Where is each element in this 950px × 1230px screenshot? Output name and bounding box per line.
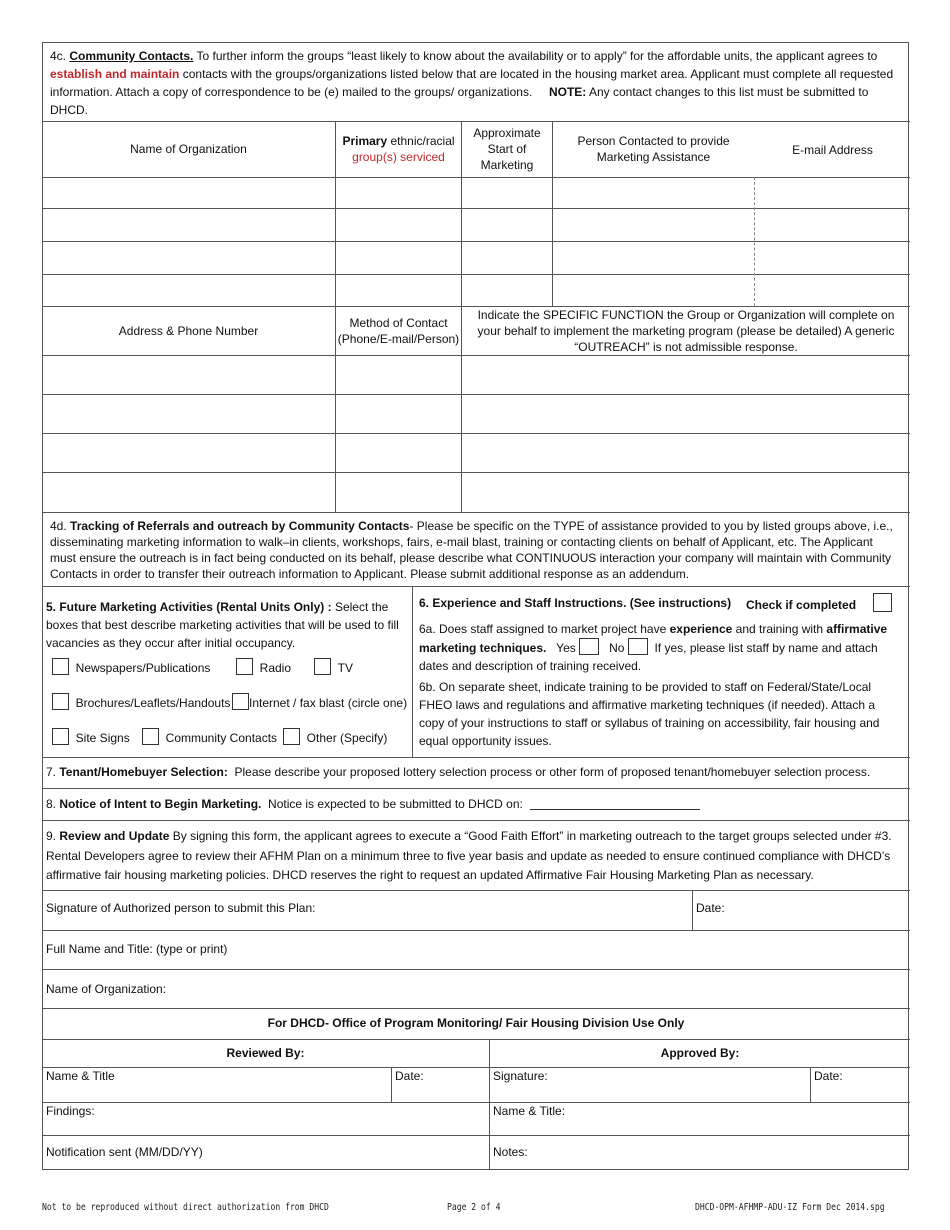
footer-left: Not to be reproduced without direct authorization from DHCD: [42, 1202, 329, 1213]
option-newspapers[interactable]: Newspapers/Publications: [52, 658, 210, 675]
footer-page-number: Page 2 of 4: [447, 1202, 501, 1213]
section-6-check[interactable]: Check if completed: [746, 593, 892, 612]
checkbox-site-signs[interactable]: [52, 728, 69, 745]
section-4c-title: Community Contacts.: [69, 49, 194, 63]
full-name-title-field[interactable]: Full Name and Title: (type or print): [46, 942, 228, 956]
reviewed-by-header: Reviewed By:: [226, 1046, 305, 1060]
notes-field[interactable]: Notes:: [493, 1145, 528, 1159]
section-6b: 6b. On separate sheet, indicate training to be provided to staff on Federal/State/Local FHEO laws and regulations and affirmative marketing techniques (if needed). Attach a copy of your instructions to staff or syllabus of training on accessibility, fair housing and equal opportunity issues.: [419, 680, 880, 748]
col-header-email: E-mail Address: [792, 143, 873, 157]
section-9: 9. Review and Update By signing this form, the applicant agrees to execute a “Good Faith Effort” in marketing outreach to the target groups selected under #3. Rental Developers agree to review their AFHM Plan on a minimum three to five year basis and update as needed to ensure continued compliance with DHCD’s affirmative fair housing marketing policies. DHCD reserves the right to request an updated Affirmative Fair Housing Marketing Plan as necessary.: [46, 829, 892, 882]
checkbox-brochures[interactable]: [52, 693, 69, 710]
approver-date-field[interactable]: Date:: [814, 1069, 843, 1083]
checkbox-newspapers[interactable]: [52, 658, 69, 675]
col-header-address-phone: Address & Phone Number: [118, 323, 259, 338]
section-4c: 4c. Community Contacts. To further inform the groups “least likely to know about the availability or to apply” for the affordable units, the applicant agrees to establish and maintain contacts with the groups/organizations listed below that are located in the housing market area. Applicant must complete all requested information. Attach a copy of correspondence to be (e) mailed to the groups/ organizations. NOTE: Any contact changes to this list must be submitted to DHCD.: [50, 49, 894, 117]
checkbox-tv[interactable]: [314, 658, 331, 675]
option-internet[interactable]: Internet / fax blast (circle one): [232, 693, 407, 710]
checkbox-other[interactable]: [283, 728, 300, 745]
col-header-organization: Name of Organization: [130, 142, 247, 156]
checkbox-6-completed[interactable]: [873, 593, 892, 612]
contact-detail-row-1[interactable]: [43, 356, 909, 394]
checkbox-radio[interactable]: [236, 658, 253, 675]
option-other[interactable]: Other (Specify): [283, 728, 387, 745]
footer-form-id: DHCD-OPM-AFHMP-ADU-IZ Form Dec 2014.spg: [695, 1202, 885, 1213]
section-7: 7. Tenant/Homebuyer Selection: Please describe your proposed lottery selection process or other form of proposed tenant/homebuyer selection process.: [46, 765, 871, 779]
option-community-contacts[interactable]: Community Contacts: [142, 728, 277, 745]
section-4d: 4d. Tracking of Referrals and outreach by Community Contacts- Please be specific on the TYPE of assistance provided to you by listed groups above, i.e., disseminating marketing information to walk–in clients, workshops, fairs, e-mail blast, training or contacting clients on behalf of Applicant, etc. The Applicant must ensure the outreach is in fact being conducted on its behalf, please describe what CONTINUOUS interaction your company will maintain with Community Contacts in order to transfer their outreach information to Applicant. Please submit additional response as an addendum.: [50, 519, 893, 581]
contact-row-2[interactable]: [43, 209, 909, 241]
section-8: 8. Notice of Intent to Begin Marketing. Notice is expected to be submitted to DHCD on:: [46, 797, 906, 811]
notification-sent-field[interactable]: Notification sent (MM/DD/YY): [46, 1145, 203, 1159]
signature-date-field[interactable]: Date:: [696, 901, 725, 915]
approved-by-header: Approved By:: [660, 1046, 740, 1060]
office-use-header: For DHCD- Office of Program Monitoring/ Fair Housing Division Use Only: [267, 1016, 685, 1030]
checkbox-community-contacts[interactable]: [142, 728, 159, 745]
contact-row-1[interactable]: [43, 178, 909, 208]
section-6a: 6a. Does staff assigned to market project have experience and training with affirmative marketing techniques. Yes No If yes, please list staff by name and attach dates and description of training received.: [419, 622, 888, 673]
organization-name-field[interactable]: Name of Organization:: [46, 982, 167, 996]
contact-row-4[interactable]: [43, 275, 909, 306]
col-header-specific-function: Indicate the SPECIFIC FUNCTION the Group or Organization will complete on your behalf to implement the marketing program (please be detailed) A generic “OUTREACH” is not admissible response.: [477, 307, 895, 354]
contact-detail-row-2[interactable]: [43, 395, 909, 433]
contact-detail-row-4[interactable]: [43, 473, 909, 512]
checkbox-6a-yes[interactable]: [579, 638, 599, 655]
findings-field[interactable]: Findings:: [46, 1104, 95, 1118]
option-brochures[interactable]: Brochures/Leaflets/Handouts: [52, 693, 230, 710]
reviewer-name-title-field[interactable]: Name & Title: [46, 1069, 115, 1083]
marketing-date-field[interactable]: [530, 797, 700, 810]
checkbox-6a-no[interactable]: [628, 638, 648, 655]
section-5: 5. Future Marketing Activities (Rental Units Only) : Select the boxes that best describe marketing activities that will be used to fill vacancies as they occur after initial occupancy.: [46, 600, 399, 650]
col-header-person-contacted: Person Contacted to provide Marketing Assistance: [577, 134, 730, 164]
checkbox-internet[interactable]: [232, 693, 249, 710]
option-site-signs[interactable]: Site Signs: [52, 728, 130, 745]
approver-signature-field[interactable]: Signature:: [493, 1069, 548, 1083]
signature-field[interactable]: Signature of Authorized person to submit this Plan:: [46, 901, 316, 915]
option-radio[interactable]: Radio: [236, 658, 291, 675]
contact-detail-row-3[interactable]: [43, 434, 909, 472]
section-6-header: 6. Experience and Staff Instructions. (See instructions): [419, 596, 732, 610]
approver-name-title-field[interactable]: Name & Title:: [493, 1104, 566, 1118]
col-header-primary-group: Primary ethnic/racial group(s) serviced: [342, 134, 455, 164]
col-header-method: Method of Contact (Phone/E-mail/Person): [337, 315, 460, 346]
contact-row-3[interactable]: [43, 242, 909, 274]
reviewer-date-field[interactable]: Date:: [395, 1069, 424, 1083]
section-4d-title: Tracking of Referrals and outreach by Community Contacts: [70, 519, 410, 533]
col-header-approx-start: Approximate Start of Marketing: [473, 126, 541, 172]
option-tv[interactable]: TV: [314, 658, 353, 675]
